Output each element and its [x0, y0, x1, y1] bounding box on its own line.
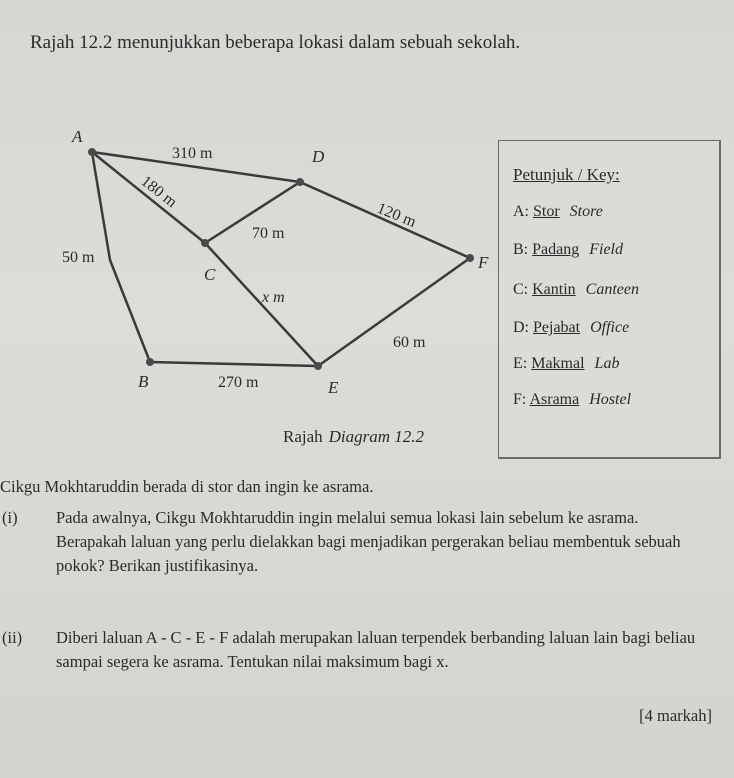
label-E: E	[328, 378, 339, 397]
marks-label: [4 markah]	[639, 706, 712, 725]
distance-AB: 50 m	[62, 249, 95, 266]
legend-heading: Petunjuk / Key:	[513, 165, 620, 184]
node-E	[314, 362, 322, 370]
legend-box	[498, 140, 721, 459]
legend-item: F: Asrama Hostel	[513, 391, 632, 408]
legend-item: A: Stor Store	[513, 203, 603, 220]
diagram-caption: Rajah Diagram 12.2	[283, 427, 425, 446]
node-D	[296, 178, 304, 186]
distance-CE: x m	[262, 289, 285, 306]
question-number: (i)	[2, 508, 18, 527]
question-title: Rajah 12.2 menunjukkan beberapa lokasi dalam sebuah sekolah.	[30, 32, 521, 53]
label-B: B	[138, 372, 149, 391]
node-C	[201, 239, 209, 247]
distance-FE: 60 m	[393, 334, 426, 351]
distance-DF: 120 m	[374, 199, 419, 231]
question-ii	[2, 626, 702, 686]
label-F: F	[478, 253, 489, 272]
question-i	[2, 506, 702, 606]
edge-DF	[300, 182, 470, 258]
distance-AD: 310 m	[172, 145, 213, 162]
legend-item: D: Pejabat Office	[513, 319, 630, 336]
label-D: D	[312, 147, 325, 166]
question-text: Diberi laluan A - C - E - F adalah merupakan laluan terpendek berbanding laluan lain bagi beliau sampai segera ke asrama. Tentukan nilai maksimum bagi x.	[56, 628, 696, 671]
node-B	[146, 358, 154, 366]
distance-AC: 180 m	[137, 172, 180, 212]
question-text: Pada awalnya, Cikgu Mokhtaruddin ingin melalui semua lokasi lain sebelum ke asrama. Berapakah laluan yang perlu dielakkan bagi menjadikan pergerakan beliau membentuk sebuah pokok? Berikan justifikasinya.	[56, 508, 681, 575]
question-intro: Cikgu Mokhtaruddin berada di stor dan ingin ke asrama.	[0, 477, 374, 496]
legend-item: E: Makmal Lab	[513, 355, 620, 372]
edge-BE	[150, 362, 318, 366]
label-C: C	[204, 265, 216, 284]
distance-DC: 70 m	[252, 225, 285, 242]
legend-item: C: Kantin Canteen	[513, 281, 639, 298]
question-number: (ii)	[2, 628, 23, 647]
node-F	[466, 254, 474, 262]
node-A	[88, 148, 96, 156]
label-A: A	[72, 127, 83, 146]
distance-BE: 270 m	[218, 374, 259, 391]
legend-item: B: Padang Field	[513, 241, 623, 258]
